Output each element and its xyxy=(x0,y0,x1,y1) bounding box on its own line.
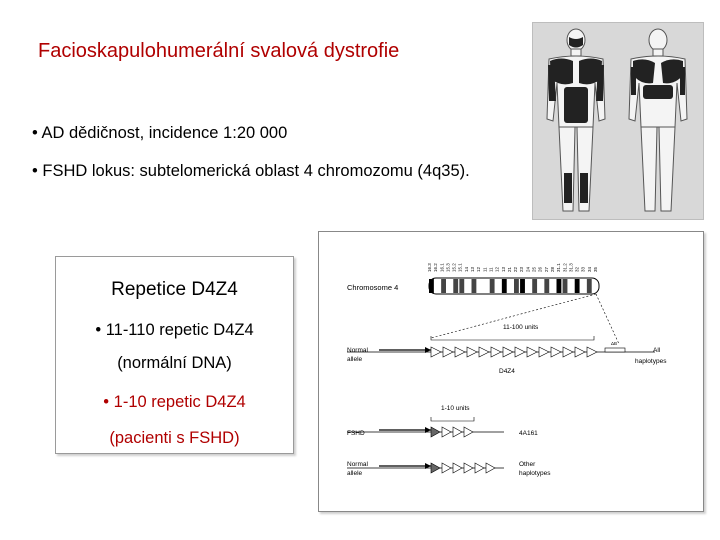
chromosome-band xyxy=(575,279,580,293)
normal-allele-label-1: Normal xyxy=(347,347,368,354)
d4z4-repeat-unit xyxy=(563,347,573,357)
chromosome-band xyxy=(587,279,592,293)
band-label: 26 xyxy=(537,266,543,272)
d4z4-repeat-unit xyxy=(527,347,537,357)
band-label: 25 xyxy=(531,266,537,272)
repeat-info-box xyxy=(55,256,294,454)
chromosome-band xyxy=(544,279,549,293)
other-haplotypes-label-1: Other xyxy=(519,461,536,468)
band-label: 31.2 xyxy=(562,263,568,272)
band-label: 21 xyxy=(506,266,512,272)
chromosome-band xyxy=(472,279,477,293)
d4z4-diagram-svg xyxy=(319,232,703,511)
chromosome-band xyxy=(557,279,562,293)
other-haplotypes-label-2: haplotypes xyxy=(519,470,551,477)
d4z4-repeat-unit xyxy=(431,427,440,437)
normal-repeat-count: • 11-110 repetic D4Z4 xyxy=(95,321,254,339)
band-label: 24 xyxy=(525,266,531,272)
delta-b-label: ΔB xyxy=(611,341,618,346)
d4z4-repeat-unit xyxy=(503,347,513,357)
fshd-label: FSHD xyxy=(347,430,365,437)
band-label: 14 xyxy=(463,266,469,272)
band-label: 15.3 xyxy=(445,263,451,272)
band-label: 12 xyxy=(476,266,482,272)
band-label: 35 xyxy=(593,266,598,272)
d4z4-repeat-unit xyxy=(587,347,597,357)
band-label: 15.2 xyxy=(451,263,457,272)
band-label: 34 xyxy=(586,266,592,272)
back-body-figure xyxy=(629,29,687,211)
bullet-inheritance: • AD dědičnost, incidence 1:20 000 xyxy=(32,124,288,142)
band-label: 13 xyxy=(470,266,476,272)
band-label: 33 xyxy=(580,266,586,272)
band-label: 23 xyxy=(519,266,525,272)
other-allele-label-2: allele xyxy=(347,470,363,477)
chromosome-4-ideogram xyxy=(429,278,599,294)
d4z4-diagram xyxy=(318,231,704,512)
chromosome-band xyxy=(520,279,525,293)
band-label: 15.1 xyxy=(457,263,463,272)
d4z4-repeat-unit xyxy=(475,463,484,473)
chromosome-band xyxy=(441,279,446,293)
chromosome-band xyxy=(514,279,519,293)
chromosome-band xyxy=(453,279,458,293)
fshd-units-bracket xyxy=(431,417,474,421)
normal-dna-note: (normální DNA) xyxy=(117,354,232,372)
normal-units-label: 11-100 units xyxy=(503,324,539,331)
d4z4-repeat-unit xyxy=(464,427,473,437)
chromosome-band xyxy=(429,279,434,293)
band-labels xyxy=(427,263,598,272)
band-label: 28 xyxy=(549,266,555,272)
all-haplotypes-label-1: All xyxy=(653,347,661,354)
d4z4-repeat-unit xyxy=(515,347,525,357)
chromosome-label: Chromosome 4 xyxy=(347,283,399,292)
band-label: 27 xyxy=(543,266,549,272)
d4z4-repeat-unit xyxy=(464,463,473,473)
band-label: 16.1 xyxy=(439,263,445,272)
chromosome-band xyxy=(490,279,495,293)
chromosome-band xyxy=(502,279,507,293)
fshd-allele-type-label: 4A161 xyxy=(519,430,538,437)
band-label: 11 xyxy=(488,267,494,272)
d4z4-repeat-unit xyxy=(486,463,495,473)
chromosome-band xyxy=(459,279,464,293)
chromosome-band xyxy=(532,279,537,293)
band-label: 12 xyxy=(494,266,500,272)
bullet-locus: • FSHD lokus: subtelomerická oblast 4 chromozomu (4q35). xyxy=(32,162,470,180)
all-haplotypes-label-2: haplotypes xyxy=(635,358,667,365)
patient-repeat-count: • 1-10 repetic D4Z4 xyxy=(103,393,246,411)
other-allele-label-1: Normal xyxy=(347,461,368,468)
normal-units-bracket xyxy=(431,336,594,340)
patient-note: (pacienti s FSHD) xyxy=(109,429,240,447)
d4z4-repeat-unit xyxy=(479,347,489,357)
band-label: 32 xyxy=(574,266,580,272)
d4z4-repeat-unit xyxy=(539,347,549,357)
band-label: 16.3 xyxy=(427,263,432,272)
band-label: 31.1 xyxy=(556,263,562,272)
d4z4-repeat-unit xyxy=(453,463,462,473)
d4z4-repeat-unit xyxy=(431,347,441,357)
d4z4-repeat-unit xyxy=(551,347,561,357)
d4z4-repeat-unit xyxy=(431,463,440,473)
d4z4-repeat-unit xyxy=(453,427,462,437)
d4z4-repeat-unit xyxy=(442,463,451,473)
normal-allele-label-2: allele xyxy=(347,356,363,363)
zoom-lines xyxy=(431,294,619,344)
band-label: 11 xyxy=(482,267,488,272)
band-label: 22 xyxy=(513,266,519,272)
d4z4-repeat-unit xyxy=(443,347,453,357)
band-label: 31.3 xyxy=(568,263,574,272)
band-label: 16.2 xyxy=(433,263,439,272)
muscle-figure-image xyxy=(532,22,704,220)
d4z4-repeat-unit xyxy=(491,347,501,357)
d4z4-repeat-unit xyxy=(575,347,585,357)
d4z4-repeat-unit xyxy=(442,427,451,437)
band-label: 13 xyxy=(500,266,506,272)
d4z4-label: D4Z4 xyxy=(499,368,515,375)
delta-b-block xyxy=(605,348,625,352)
slide-title: Facioskapulohumerální svalová dystrofie xyxy=(38,40,400,62)
d4z4-repeat-unit xyxy=(455,347,465,357)
d4z4-repeat-unit xyxy=(467,347,477,357)
chromosome-band xyxy=(563,279,568,293)
repeat-box-title: Repetice D4Z4 xyxy=(111,279,238,300)
fshd-units-label: 1-10 units xyxy=(441,405,470,412)
